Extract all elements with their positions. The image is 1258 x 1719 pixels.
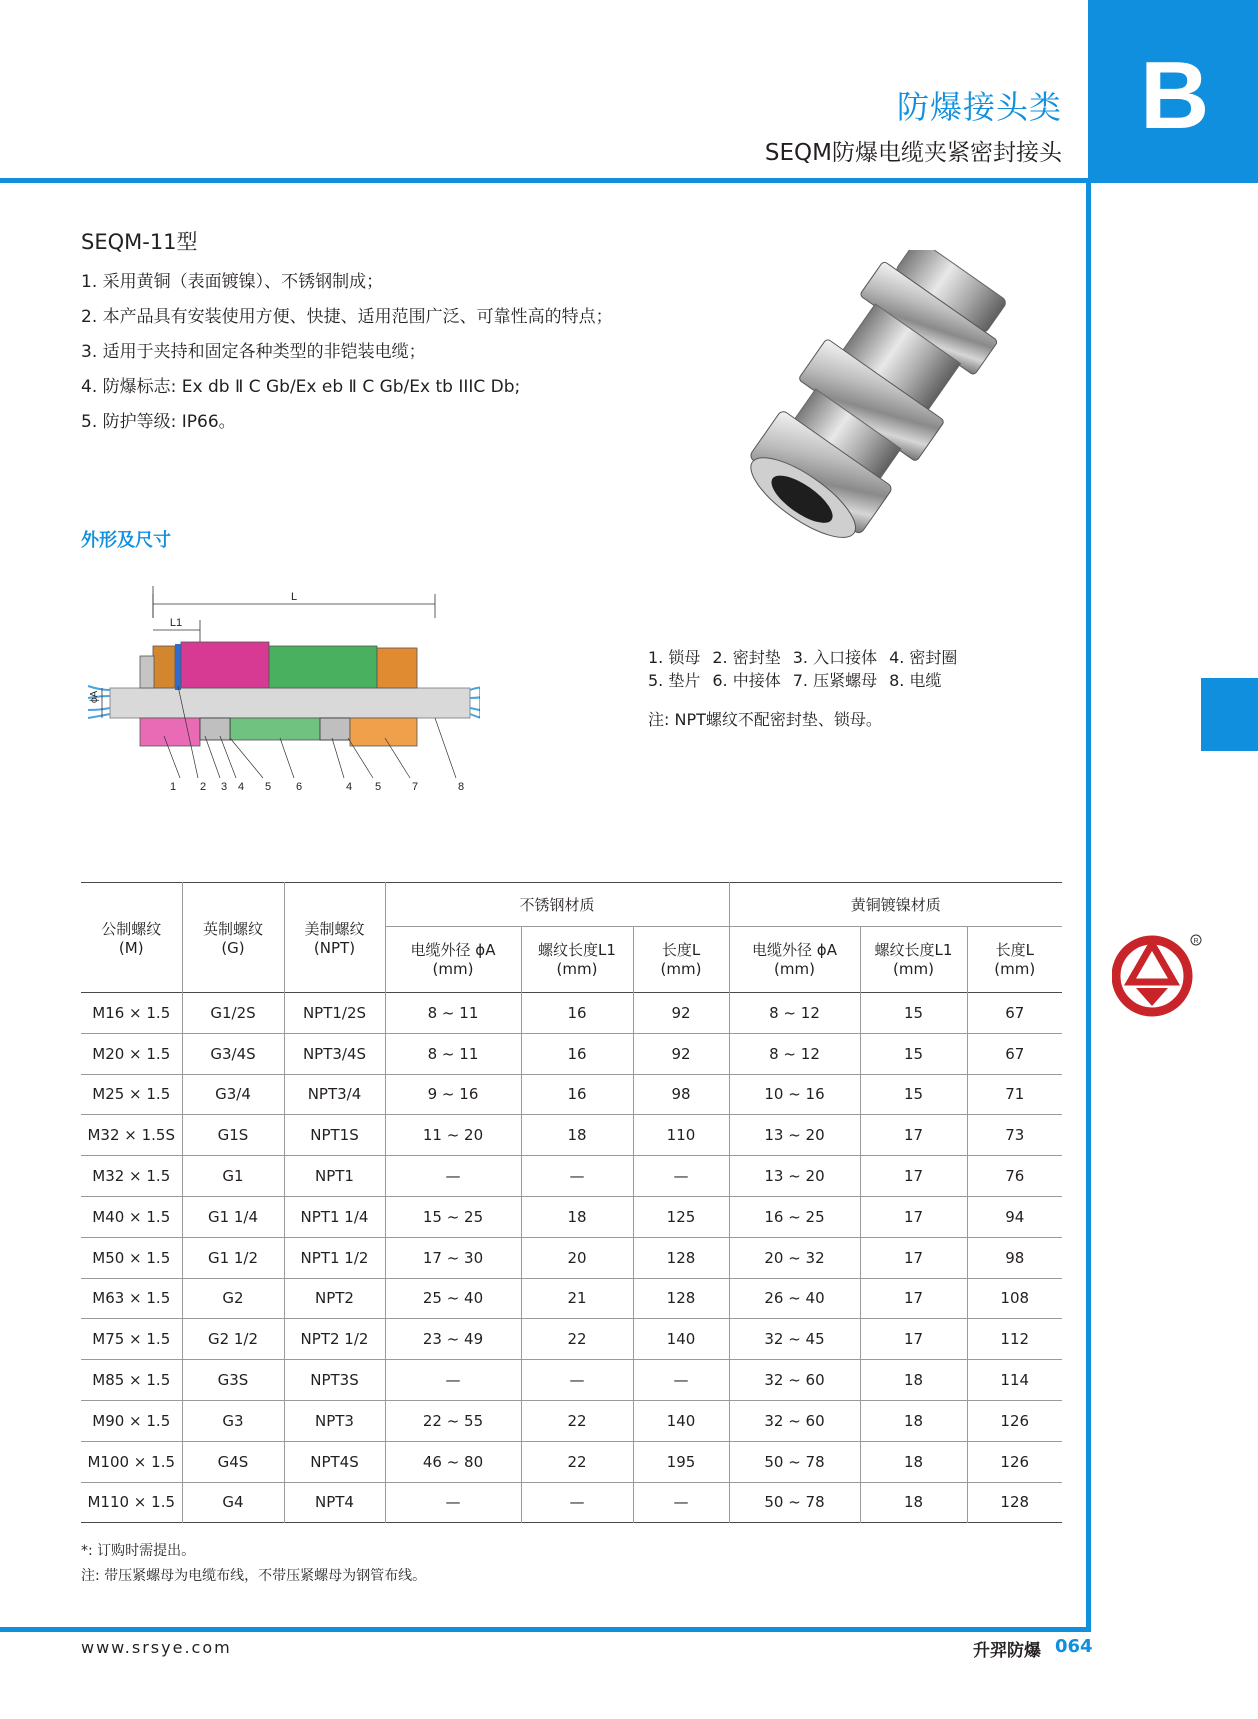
table-cell: G1 1/4 (182, 1196, 284, 1237)
callout-5: 5 (265, 781, 272, 793)
table-cell: G4S (182, 1441, 284, 1482)
frame-top-rule (0, 178, 1091, 183)
table-cell: M40 × 1.5 (81, 1196, 182, 1237)
header-ss-od: 电缆外径 ϕA (mm) (385, 927, 521, 993)
table-cell: 128 (633, 1278, 729, 1319)
legend-row (648, 669, 969, 692)
callout-4: 4 (238, 781, 245, 793)
table-cell: NPT1S (284, 1115, 385, 1156)
callout-1: 1 (170, 781, 177, 793)
table-cell: 32 ~ 60 (729, 1400, 860, 1441)
table-cell: — (385, 1482, 521, 1523)
legend-item: 1. 锁母 (648, 648, 701, 667)
table-cell: 13 ~ 20 (729, 1115, 860, 1156)
table-cell: 16 ~ 25 (729, 1196, 860, 1237)
feature-item: 1. 采用黄铜（表面镀镍）、不锈钢制成； (81, 272, 384, 292)
table-row (81, 1074, 1062, 1115)
table-cell: 18 (860, 1360, 967, 1401)
table-cell: 195 (633, 1441, 729, 1482)
table-row (81, 1278, 1062, 1319)
table-row (81, 1441, 1062, 1482)
table-cell: 16 (521, 1074, 633, 1115)
table-cell: 25 ~ 40 (385, 1278, 521, 1319)
table-cell: 112 (967, 1319, 1062, 1360)
table-cell: NPT2 (284, 1278, 385, 1319)
table-cell: M75 × 1.5 (81, 1319, 182, 1360)
table-cell: 128 (633, 1237, 729, 1278)
feature-item: 4. 防爆标志: Ex db Ⅱ C Gb/Ex eb Ⅱ C Gb/Ex tb IIIC Db; (81, 377, 521, 397)
section-letter: B (1140, 42, 1210, 149)
dim-phiA-left: ϕA (89, 690, 100, 703)
table-cell: 10 ~ 16 (729, 1074, 860, 1115)
table-cell: 22 (521, 1400, 633, 1441)
feature-item: 3. 适用于夹持和固定各种类型的非铠装电缆； (81, 342, 426, 362)
table-cell: 73 (967, 1115, 1062, 1156)
header-stainless-group: 不锈钢材质 (385, 883, 729, 927)
table-cell: 16 (521, 993, 633, 1034)
table-cell: M100 × 1.5 (81, 1441, 182, 1482)
legend-item: 7. 压紧螺母 (792, 671, 878, 690)
table-cell: 71 (967, 1074, 1062, 1115)
table-row (81, 1196, 1062, 1237)
table-cell: M25 × 1.5 (81, 1074, 182, 1115)
product-photo (718, 250, 1018, 560)
table-cell: — (521, 1156, 633, 1197)
table-cell: — (521, 1482, 633, 1523)
feature-item: 5. 防护等级: IP66。 (81, 412, 236, 432)
header-imperial: 英制螺纹 (G) (182, 883, 284, 993)
table-cell: — (385, 1360, 521, 1401)
table-cell: G1 (182, 1156, 284, 1197)
table-cell: NPT4 (284, 1482, 385, 1523)
table-cell: 18 (521, 1115, 633, 1156)
dimension-drawing (80, 586, 480, 796)
table-cell: 17 ~ 30 (385, 1237, 521, 1278)
table-row (81, 1319, 1062, 1360)
table-cell: 17 (860, 1319, 967, 1360)
table-cell: NPT4S (284, 1441, 385, 1482)
table-cell: 32 ~ 60 (729, 1360, 860, 1401)
parts-legend (648, 646, 969, 692)
footnote-order: *: 订购时需提出。 (81, 1543, 196, 1559)
table-row (81, 1482, 1062, 1523)
table-cell: 22 (521, 1319, 633, 1360)
table-cell: — (521, 1360, 633, 1401)
table-cell: 114 (967, 1360, 1062, 1401)
table-row (81, 1115, 1062, 1156)
table-cell: G1S (182, 1115, 284, 1156)
table-cell: M20 × 1.5 (81, 1033, 182, 1074)
table-cell: 15 (860, 1074, 967, 1115)
header-npt: 美制螺纹 (NPT) (284, 883, 385, 993)
table-cell: G4 (182, 1482, 284, 1523)
table-cell: M85 × 1.5 (81, 1360, 182, 1401)
callout-2: 2 (200, 781, 207, 793)
table-row (81, 1360, 1062, 1401)
table-cell: M63 × 1.5 (81, 1278, 182, 1319)
table-cell: — (633, 1156, 729, 1197)
table-cell: 20 (521, 1237, 633, 1278)
table-cell: 17 (860, 1196, 967, 1237)
table-cell: G1 1/2 (182, 1237, 284, 1278)
table-cell: 46 ~ 80 (385, 1441, 521, 1482)
category-title: 防爆接头类 (896, 88, 1062, 126)
svg-text:R: R (1193, 938, 1199, 945)
table-cell: G1/2S (182, 993, 284, 1034)
table-cell: 15 (860, 1033, 967, 1074)
table-cell: M90 × 1.5 (81, 1400, 182, 1441)
section-tab (1088, 0, 1258, 183)
table-cell: 92 (633, 1033, 729, 1074)
legend-item: 5. 垫片 (648, 671, 701, 690)
model-name: SEQM-11型 (81, 230, 198, 254)
table-cell: 17 (860, 1237, 967, 1278)
spec-table (81, 882, 1062, 1523)
table-cell: 23 ~ 49 (385, 1319, 521, 1360)
table-cell: 18 (860, 1400, 967, 1441)
table-cell: 8 ~ 11 (385, 993, 521, 1034)
table-cell: NPT3/4S (284, 1033, 385, 1074)
table-cell: 15 ~ 25 (385, 1196, 521, 1237)
table-cell: 67 (967, 993, 1062, 1034)
table-cell: 18 (521, 1196, 633, 1237)
dim-L-label: L (290, 591, 298, 603)
table-cell: 108 (967, 1278, 1062, 1319)
table-cell: 21 (521, 1278, 633, 1319)
table-cell: M16 × 1.5 (81, 993, 182, 1034)
brand-logo-icon (1112, 930, 1202, 1020)
table-cell: G3S (182, 1360, 284, 1401)
table-cell: — (633, 1482, 729, 1523)
dim-L1-label: L1 (169, 617, 183, 629)
table-cell: 140 (633, 1319, 729, 1360)
header-ss-l: 长度L (mm) (633, 927, 729, 993)
table-cell: 8 ~ 12 (729, 1033, 860, 1074)
header-metric: 公制螺纹 (M) (101, 920, 162, 957)
table-cell: 18 (860, 1482, 967, 1523)
side-thumb-tab (1201, 678, 1258, 751)
table-cell: NPT3S (284, 1360, 385, 1401)
footnote-wiring: 注: 带压紧螺母为电缆布线，不带压紧螺母为钢管布线。 (81, 1568, 427, 1584)
callout-6: 6 (296, 781, 303, 793)
legend-note: 注: NPT螺纹不配密封垫、锁母。 (648, 710, 882, 729)
feature-item: 2. 本产品具有安装使用方便、快捷、适用范围广泛、可靠性高的特点； (81, 307, 613, 327)
callout-8: 8 (458, 781, 465, 793)
spec-table-body (81, 993, 1062, 1523)
table-cell: 18 (860, 1441, 967, 1482)
table-cell: NPT2 1/2 (284, 1319, 385, 1360)
table-row (81, 993, 1062, 1034)
footer-website: www.srsye.com (81, 1638, 232, 1657)
table-cell: — (385, 1156, 521, 1197)
legend-item: 2. 密封垫 (712, 648, 781, 667)
dimensions-heading: 外形及尺寸 (81, 530, 171, 551)
header-ss-l1: 螺纹长度L1 (mm) (521, 927, 633, 993)
callout-7: 7 (412, 781, 419, 793)
callout-4b: 4 (346, 781, 353, 793)
header-brass-l: 长度L (mm) (967, 927, 1062, 993)
frame-right-rule (1086, 178, 1091, 1632)
table-cell: 17 (860, 1156, 967, 1197)
table-cell: 126 (967, 1441, 1062, 1482)
table-cell: 17 (860, 1278, 967, 1319)
table-cell: G3 (182, 1400, 284, 1441)
table-cell: 15 (860, 993, 967, 1034)
table-cell: 8 ~ 12 (729, 993, 860, 1034)
table-row (81, 1156, 1062, 1197)
legend-item: 3. 入口接体 (792, 648, 878, 667)
legend-item: 4. 密封圈 (889, 648, 958, 667)
table-cell: 22 ~ 55 (385, 1400, 521, 1441)
callout-3: 3 (221, 781, 228, 793)
table-cell: 98 (967, 1237, 1062, 1278)
table-cell: 76 (967, 1156, 1062, 1197)
header-brass-group: 黄铜镀镍材质 (729, 883, 1062, 927)
frame-bottom-rule (0, 1627, 1091, 1632)
legend-item: 8. 电缆 (889, 671, 942, 690)
table-cell: 17 (860, 1115, 967, 1156)
table-cell: M110 × 1.5 (81, 1482, 182, 1523)
table-cell: — (633, 1360, 729, 1401)
table-cell: 11 ~ 20 (385, 1115, 521, 1156)
table-row (81, 1237, 1062, 1278)
table-row (81, 1033, 1062, 1074)
header-brass-l1: 螺纹长度L1 (mm) (860, 927, 967, 993)
table-cell: 126 (967, 1400, 1062, 1441)
table-cell: 94 (967, 1196, 1062, 1237)
table-cell: NPT3/4 (284, 1074, 385, 1115)
table-cell: G2 1/2 (182, 1319, 284, 1360)
table-cell: 16 (521, 1033, 633, 1074)
footer-brand: 升羿防爆 (973, 1641, 1041, 1661)
table-cell: 140 (633, 1400, 729, 1441)
table-cell: M32 × 1.5S (81, 1115, 182, 1156)
header-brass-od: 电缆外径 ϕA (mm) (729, 927, 860, 993)
callout-5b: 5 (375, 781, 382, 793)
table-cell: 8 ~ 11 (385, 1033, 521, 1074)
table-cell: G2 (182, 1278, 284, 1319)
table-cell: NPT1/2S (284, 993, 385, 1034)
table-cell: 20 ~ 32 (729, 1237, 860, 1278)
product-series-title: SEQM防爆电缆夹紧密封接头 (764, 140, 1062, 166)
feature-list (81, 270, 613, 445)
table-cell: 13 ~ 20 (729, 1156, 860, 1197)
legend-item: 6. 中接体 (712, 671, 781, 690)
legend-row (648, 646, 969, 669)
table-cell: M50 × 1.5 (81, 1237, 182, 1278)
table-cell: G3/4S (182, 1033, 284, 1074)
table-cell: 125 (633, 1196, 729, 1237)
table-cell: NPT1 1/2 (284, 1237, 385, 1278)
table-cell: 22 (521, 1441, 633, 1482)
table-cell: NPT1 (284, 1156, 385, 1197)
table-cell: 32 ~ 45 (729, 1319, 860, 1360)
table-cell: 92 (633, 993, 729, 1034)
table-cell: 50 ~ 78 (729, 1441, 860, 1482)
table-cell: NPT3 (284, 1400, 385, 1441)
table-cell: 67 (967, 1033, 1062, 1074)
table-cell: 50 ~ 78 (729, 1482, 860, 1523)
table-cell: 9 ~ 16 (385, 1074, 521, 1115)
table-cell: G3/4 (182, 1074, 284, 1115)
table-cell: M32 × 1.5 (81, 1156, 182, 1197)
table-cell: 26 ~ 40 (729, 1278, 860, 1319)
table-cell: NPT1 1/4 (284, 1196, 385, 1237)
table-cell: 98 (633, 1074, 729, 1115)
table-cell: 110 (633, 1115, 729, 1156)
table-cell: 128 (967, 1482, 1062, 1523)
table-row (81, 1400, 1062, 1441)
page-number: 064 (1055, 1636, 1093, 1657)
